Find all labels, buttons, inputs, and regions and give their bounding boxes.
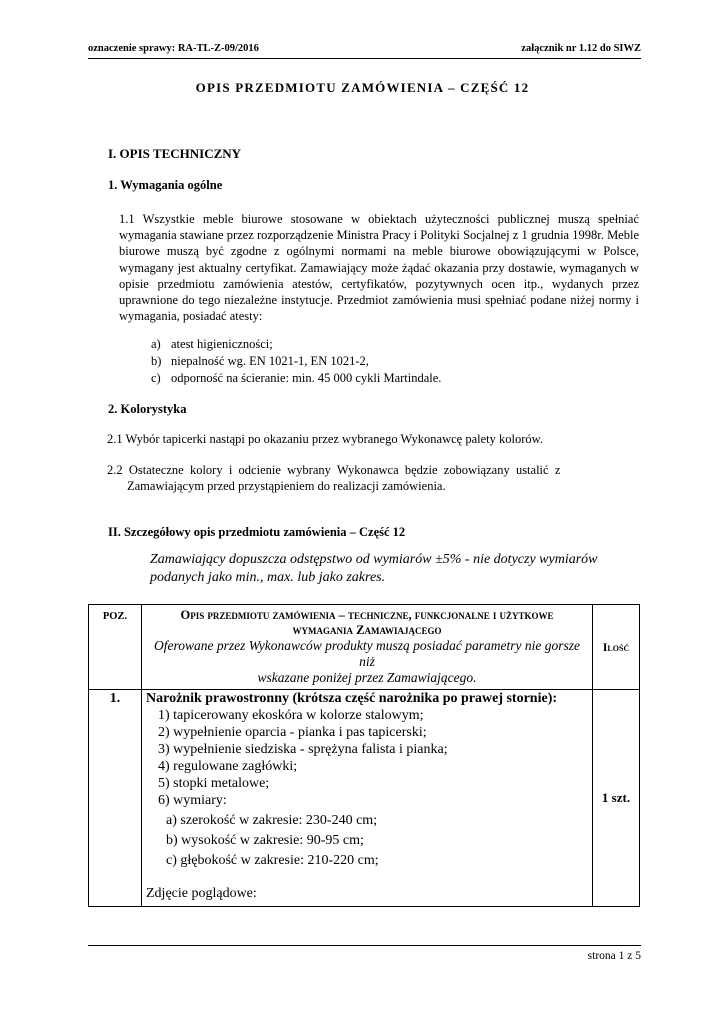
header-description-italic2: wskazane poniżej przez Zamawiającego. (257, 670, 477, 685)
section-2-heading: II. Szczegółowy opis przedmiotu zamówienia – Część 12 (108, 525, 406, 539)
header-description-line2: wymagania Zamawiającego (292, 623, 442, 637)
spec-item: 5) stopki metalowe; (158, 776, 270, 791)
row-description (142, 690, 593, 907)
attachment-reference: załącznik nr 1.12 do SIWZ (521, 43, 641, 54)
spec-item: 4) regulowane zagłówki; (158, 759, 298, 774)
list-marker: c) (151, 371, 161, 385)
list-text: niepalność wg. EN 1021-1, EN 1021-2, (171, 354, 369, 368)
tolerance-note-line2: podanych jako min., max. lub jako zakres. (150, 570, 386, 585)
table-header-row (89, 605, 640, 690)
paragraph-1-1-text: 1.1 Wszystkie meble biurowe stosowane w obiektach użyteczności publicznej muszą spełniać wymagania stawiane przez rozporządzenie Ministra Pracy i Polityki Socjalnej z 1 grudnia 1998r. Meble biurowe muszą być zgodne z ogólnymi normami na meble biurowe obowiązującymi w Polsce, wymagany jest aktualny certyfikat. Zamawiający może żądać okazania przy dostawie, wymaganych w opisie przedmiotu zamówienia atestów, certyfikatów, pozytywnych ocen itp., wydanych przez uprawnione do tego niezależne instytucje. Przedmiot zamówienia musi spełniać podane niżej normy i wymagania, posiadać atesty: (119, 212, 639, 324)
subsection-general-requirements: 1. Wymagania ogólne (108, 178, 223, 192)
header-quantity: Ilość (593, 605, 640, 690)
header-poz: POZ. (89, 605, 142, 690)
header-description-italic1: Oferowane przez Wykonawców produkty muszą posiadać parametry nie gorsze niż (154, 638, 580, 669)
spec-item: 3) wypełnienie siedziska - sprężyna falista i pianka; (158, 742, 448, 757)
page-header (88, 38, 641, 59)
header-description (142, 605, 593, 690)
list-marker: b) (151, 354, 162, 368)
tolerance-note-line1: Zamawiający dopuszcza odstępstwo od wymiarów ±5% - nie dotyczy wymiarów (150, 552, 598, 567)
list-item-b (151, 354, 369, 369)
row-position: 1. (89, 690, 142, 907)
paragraph-2-2-line2: Zamawiającym przed przystąpieniem do realizacji zamówienia. (127, 479, 446, 493)
dimension-item: b) wysokość w zakresie: 90-95 cm; (166, 833, 364, 848)
list-text: odporność na ścieranie: min. 45 000 cykli Martindale. (171, 371, 442, 385)
list-item-c (151, 371, 442, 386)
dimension-item: a) szerokość w zakresie: 230-240 cm; (166, 813, 378, 828)
spec-item: 6) wymiary: (158, 793, 227, 808)
case-reference: oznaczenie sprawy: RA-TL-Z-09/2016 (88, 43, 259, 54)
list-text: atest higieniczności; (171, 337, 273, 351)
section-1-heading: I. OPIS TECHNICZNY (108, 146, 242, 161)
item-title: Narożnik prawostronny (krótsza część narożnika po prawej stornie): (146, 691, 558, 706)
photo-label: Zdjęcie poglądowe: (146, 886, 257, 901)
spec-item: 1) tapicerowany ekoskóra w kolorze stalowym; (158, 708, 424, 723)
row-quantity: 1 szt. (593, 690, 640, 907)
header-description-line1: Opis przedmiotu zamówienia – techniczne, funkcjonalne i użytkowe (180, 608, 554, 622)
specification-table (88, 604, 640, 907)
spec-item: 2) wypełnienie oparcia - pianka i pas tapicerski; (158, 725, 427, 740)
list-marker: a) (151, 337, 161, 351)
paragraph-1-1 (119, 211, 639, 324)
table-row (89, 690, 640, 907)
paragraph-2-2-line1: 2.2 Ostateczne kolory i odcienie wybrany Wykonawca będzie zobowiązany ustalić z (107, 463, 561, 477)
subsection-colors: 2. Kolorystyka (108, 402, 187, 416)
paragraph-2-1: 2.1 Wybór tapicerki nastąpi po okazaniu przez wybranego Wykonawcę palety kolorów. (107, 432, 543, 446)
dimension-item: c) głębokość w zakresie: 210-220 cm; (166, 853, 379, 868)
footer-divider (88, 945, 641, 946)
list-item-a (151, 337, 273, 352)
document-title: OPIS PRZEDMIOTU ZAMÓWIENIA – CZĘŚĆ 12 (195, 80, 530, 95)
page-number: strona 1 z 5 (587, 950, 641, 962)
